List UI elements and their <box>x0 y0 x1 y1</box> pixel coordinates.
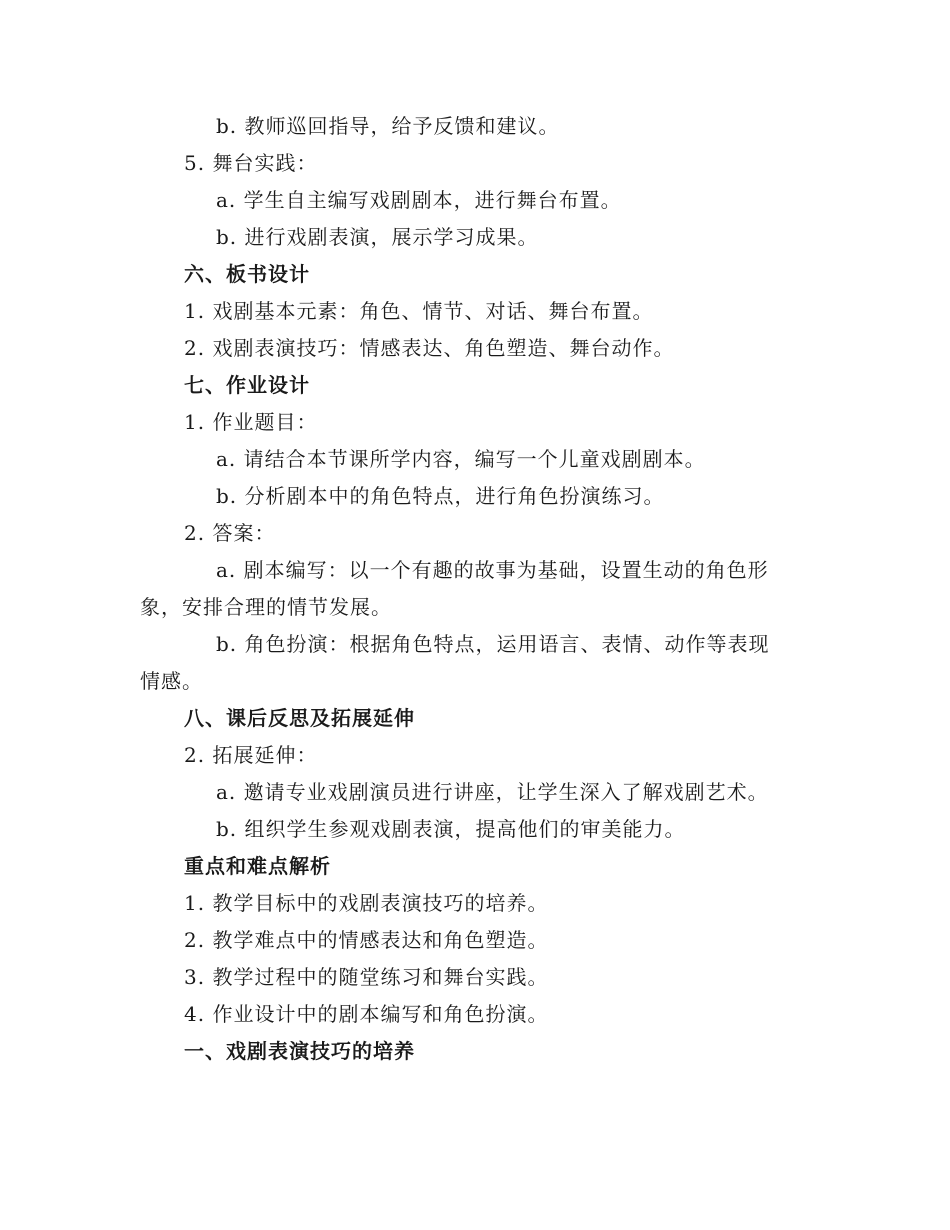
list-item: b. 教师巡回指导，给予反馈和建议。 <box>216 114 560 138</box>
section-heading: 六、板书设计 <box>184 262 310 286</box>
list-item: 2. 答案： <box>184 521 276 545</box>
section-heading: 一、戏剧表演技巧的培养 <box>184 1039 415 1063</box>
list-item: b. 组织学生参观戏剧表演，提高他们的审美能力。 <box>216 817 686 841</box>
list-item: 4. 作业设计中的剧本编写和角色扮演。 <box>184 1002 549 1026</box>
list-item: 5. 舞台实践： <box>184 151 318 175</box>
paragraph-line: 情感。 <box>140 669 203 693</box>
section-heading: 七、作业设计 <box>184 373 310 397</box>
list-item: 3. 教学过程中的随堂练习和舞台实践。 <box>184 965 549 989</box>
paragraph-line: 象，安排合理的情节发展。 <box>140 595 392 619</box>
section-heading: 重点和难点解析 <box>184 854 331 878</box>
list-item: a. 邀请专业戏剧演员进行讲座，让学生深入了解戏剧艺术。 <box>216 780 769 804</box>
list-item: 1. 作业题目： <box>184 410 318 434</box>
section-heading: 八、课后反思及拓展延伸 <box>184 706 415 730</box>
list-item: a. 请结合本节课所学内容，编写一个儿童戏剧剧本。 <box>216 447 706 471</box>
list-item: b. 分析剧本中的角色特点，进行角色扮演练习。 <box>216 484 665 508</box>
list-item: b. 进行戏剧表演，展示学习成果。 <box>216 225 539 249</box>
list-item: 1. 教学目标中的戏剧表演技巧的培养。 <box>184 891 549 915</box>
list-item: a. 学生自主编写戏剧剧本，进行舞台布置。 <box>216 188 622 212</box>
paragraph-line: b. 角色扮演：根据角色特点，运用语言、表情、动作等表现 <box>216 632 770 656</box>
list-item: 1. 戏剧基本元素：角色、情节、对话、舞台布置。 <box>184 299 654 323</box>
list-item: 2. 教学难点中的情感表达和角色塑造。 <box>184 928 549 952</box>
list-item: 2. 拓展延伸： <box>184 743 318 767</box>
list-item: 2. 戏剧表演技巧：情感表达、角色塑造、舞台动作。 <box>184 336 675 360</box>
paragraph-line: a. 剧本编写：以一个有趣的故事为基础，设置生动的角色形 <box>216 558 769 582</box>
